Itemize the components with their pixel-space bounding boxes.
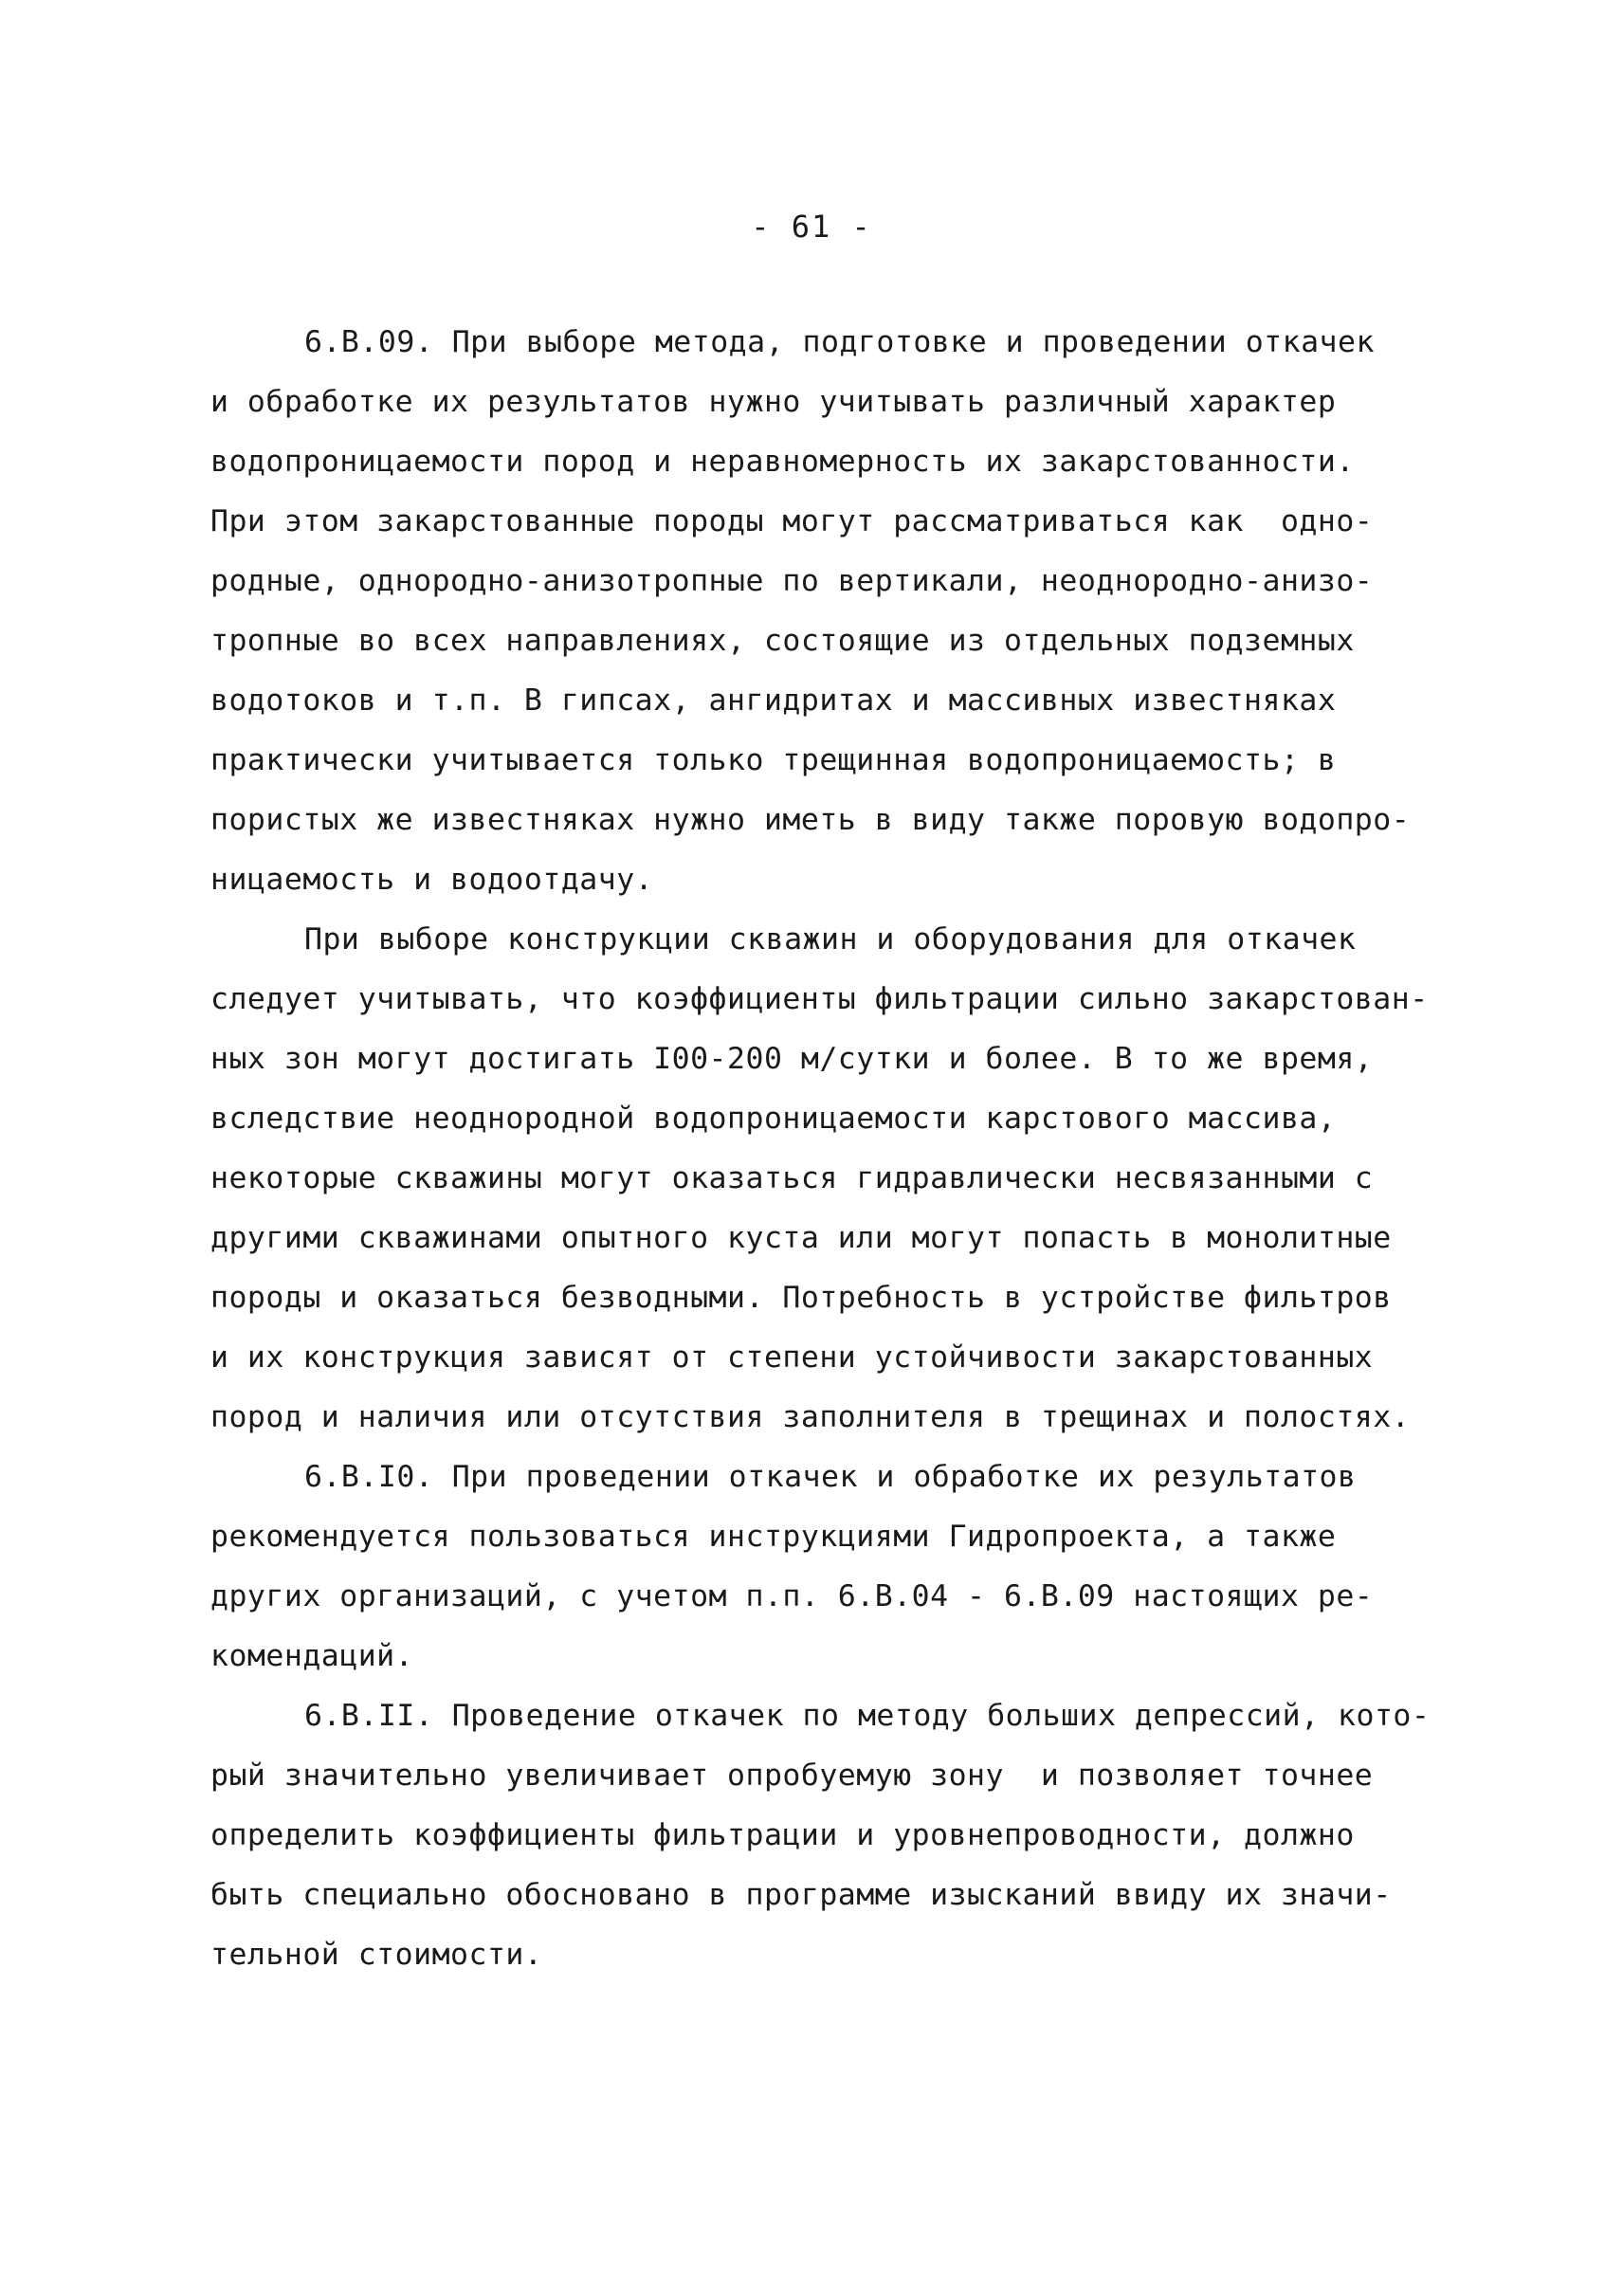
text-line: пород и наличия или отсутствия заполнителя в трещинах и полостях. <box>210 1400 1411 1434</box>
text-line: других организаций, с учетом п.п. 6.В.04 - 6.В.09 настоящих ре- <box>210 1579 1374 1613</box>
text-line: 6.В.I0. При проведении откачек и обработке их результатов <box>304 1460 1357 1494</box>
paragraph-6-b-11 <box>210 1686 1443 1985</box>
text-line: другими скважинами опытного куста или могут попасть в монолитные <box>210 1221 1392 1255</box>
text-line: вследствие неоднородной водопроницаемости карстового массива, <box>210 1102 1337 1136</box>
text-line: определить коэффициенты фильтрации и уровнепроводности, должно <box>210 1818 1355 1852</box>
paragraph-6-b-10 <box>210 1448 1443 1686</box>
text-line: следует учитывать, что коэффициенты фильтрации сильно закарстован- <box>210 982 1429 1016</box>
text-line: породы и оказаться безводными. Потребность в устройстве фильтров <box>210 1281 1392 1315</box>
text-line: некоторые скважины могут оказаться гидравлически несвязанными с <box>210 1161 1374 1195</box>
paragraph-6-b-09 <box>210 313 1443 910</box>
text-line: водопроницаемости пород и неравномерность их закарстованности. <box>210 445 1355 479</box>
paragraph-well-design <box>210 910 1443 1448</box>
text-line: комендаций. <box>210 1639 414 1673</box>
text-line: тельной стоимости. <box>210 1938 543 1972</box>
text-line: рекомендуется пользоваться инструкциями Гидропроекта, а также <box>210 1520 1337 1554</box>
text-line: При этом закарстованные породы могут рассматриваться как одно- <box>210 504 1374 538</box>
text-line: тропные во всех направлениях, состоящие из отдельных подземных <box>210 624 1355 658</box>
text-line: ных зон могут достигать I00-200 м/сутки и более. В то же время, <box>210 1042 1374 1076</box>
text-line: водотоков и т.п. В гипсах, ангидритах и массивных известняках <box>210 683 1337 718</box>
text-line: рый значительно увеличивает опробуемую зону и позволяет точнее <box>210 1758 1374 1793</box>
text-line: При выборе конструкции скважин и оборудования для откачек <box>304 922 1357 957</box>
text-line: пористых же известняках нужно иметь в виду также поровую водопро- <box>210 803 1411 837</box>
text-line: и обработке их результатов нужно учитывать различный характер <box>210 385 1337 419</box>
text-line: ницаемость и водоотдачу. <box>210 863 654 897</box>
text-line: практически учитывается только трещинная водопроницаемость; в <box>210 743 1337 777</box>
text-line: 6.В.II. Проведение откачек по методу больших депрессий, кото- <box>304 1699 1431 1733</box>
document-body <box>210 313 1443 1985</box>
text-line: родные, однородно-анизотропные по вертикали, неоднородно-анизо- <box>210 564 1374 598</box>
text-line: быть специально обосновано в программе изысканий ввиду их значи- <box>210 1878 1392 1912</box>
page-number: - 61 - <box>751 209 872 245</box>
text-line: 6.В.09. При выборе метода, подготовке и проведении откачек <box>304 325 1375 359</box>
text-line: и их конструкция зависят от степени устойчивости закарстованных <box>210 1340 1374 1375</box>
